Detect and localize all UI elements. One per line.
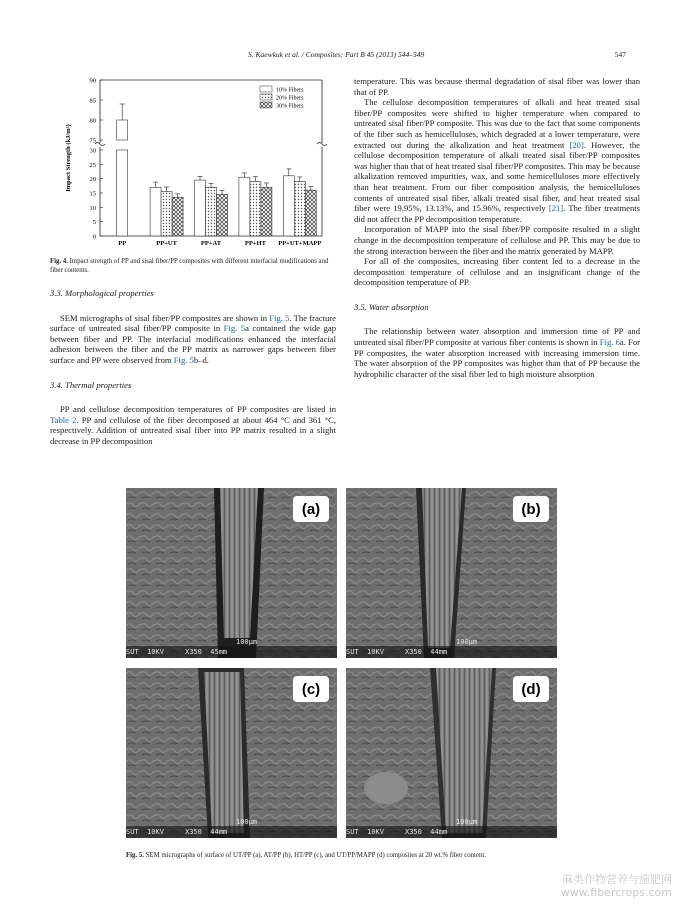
figure5-caption bbox=[126, 852, 586, 861]
section-3-3-paragraph bbox=[50, 313, 336, 366]
sem-panel-c bbox=[126, 668, 337, 838]
watermark bbox=[561, 873, 672, 899]
text-span: a contained the wide gap between fiber and PP. The interfacial modifications enhanced the interfacial adhesion between the fiber and the PP matrix as narrower gaps between fiber surface and PP were observed from bbox=[50, 323, 336, 365]
y-tick-label: 80 bbox=[89, 117, 96, 125]
table2-link[interactable]: Table 2 bbox=[50, 414, 77, 425]
bar bbox=[206, 187, 217, 236]
fig5-link[interactable]: Fig. 5 bbox=[269, 312, 290, 323]
bar bbox=[261, 187, 272, 236]
bar bbox=[150, 187, 161, 236]
x-tick-label: PP bbox=[118, 240, 127, 247]
legend-label: 10% Fibers bbox=[276, 87, 304, 94]
y-tick-label: 90 bbox=[89, 77, 96, 85]
figure5-caption-label: Fig. 5. bbox=[126, 852, 144, 859]
page-number: 547 bbox=[614, 50, 626, 59]
text-span: SEM micrographs of sisal fiber/PP composites are shown in bbox=[60, 312, 270, 323]
bar bbox=[283, 176, 294, 236]
x-tick-label: PP+UT bbox=[156, 240, 177, 247]
text-span: . PP and cellulose of the fiber decomposed at about 464 °C and 361 °C, respectively. Addition of untreated sisal fiber into PP matrix resulted in a slight decrease in PP decomposition bbox=[50, 414, 336, 446]
bar bbox=[117, 150, 128, 236]
y-tick-label: 10 bbox=[89, 204, 96, 212]
y-axis-label: Impact Strength (kJ/m²) bbox=[65, 124, 72, 192]
paragraph-4: For all of the composites, increasing fiber content led to a decrease in the decomposition temperature of cellulose and an insignificant change of the decomposition temperature of PP. bbox=[354, 256, 640, 288]
section-3-5-title: 3.5. Water absorption bbox=[354, 301, 429, 312]
y-tick-label: 0 bbox=[92, 233, 96, 241]
y-tick-label: 25 bbox=[89, 161, 96, 169]
paragraph-1: temperature. This was because thermal degradation of sisal fiber was lower than that of PP. bbox=[354, 76, 640, 97]
legend-label: 30% Fibers bbox=[276, 103, 304, 110]
fig5b-link[interactable]: Fig. 5 bbox=[173, 354, 194, 365]
text-span: a. For PP composites, the water absorption increased with increasing immersion time. The water absorption of the PP composites was higher than that of PP because the hydrophilic character of the sisal fiber led to high moisture absorption bbox=[354, 337, 640, 379]
figure4-chart bbox=[60, 72, 332, 252]
paragraph-5 bbox=[354, 326, 640, 379]
fig6-link[interactable]: Fig. 6 bbox=[599, 337, 620, 348]
bar bbox=[239, 177, 250, 236]
x-tick-label: PP+UT+MAPP bbox=[278, 240, 322, 247]
sem-panel-b bbox=[346, 488, 557, 658]
text-span: The cellulose decomposition temperatures of alkali and heat treated sisal fiber/PP composites were shifted to higher temperature when compared to untreated sisal fiber/PP composite. This was due to the fact that some components of the fiber such as hemicelluloses, which degraded at a lower temperature, were extracted out during the alkalization and heat treatment bbox=[354, 97, 640, 150]
panel-label-b: (b) bbox=[513, 496, 549, 522]
text-span: . The fiber treatments did not affect the PP decomposition temperature. bbox=[354, 203, 640, 224]
figure4-caption bbox=[50, 258, 340, 275]
text-span: . The fracture surface of untreated sisal fiber/PP composite in bbox=[50, 312, 336, 334]
scale-bar-c: 100µm bbox=[236, 818, 258, 826]
section-3-3-title: 3.3. Morphological properties bbox=[50, 288, 154, 298]
right-column bbox=[354, 76, 640, 379]
text-span: PP and cellulose decomposition temperatures of PP composites are listed in bbox=[60, 404, 336, 415]
figure4-caption-label: Fig. 4. bbox=[50, 258, 68, 265]
text-span: b–d. bbox=[193, 354, 209, 365]
scale-bar-b: 100µm bbox=[456, 638, 478, 646]
y-tick-label: 75 bbox=[89, 137, 96, 145]
y-tick-label: 30 bbox=[89, 147, 96, 155]
panel-label-d: (d) bbox=[513, 676, 549, 702]
x-tick-label: PP+HT bbox=[244, 240, 266, 247]
ref-20-link[interactable]: [20] bbox=[569, 139, 584, 150]
figure5-caption-text: SEM micrographs of surface of UT/PP (a), AT/PP (b), HT/PP (c), and UT/PP/MAPP (d) composites at 20 wt.% fiber content. bbox=[145, 852, 486, 859]
sem-info-d: SUT 10KV X350 44mm bbox=[346, 826, 557, 838]
impact-strength-chart bbox=[60, 72, 332, 252]
y-tick-label: 85 bbox=[89, 97, 96, 105]
section-3-4-title: 3.4. Thermal properties bbox=[50, 379, 132, 390]
legend-swatch bbox=[260, 102, 272, 108]
bar bbox=[294, 182, 305, 236]
running-title: S. Kaewkuk et al. / Composites: Part B 45 (2013) 544–549 bbox=[248, 50, 425, 59]
text-span: . However, the cellulose decomposition temperature of alkali treated sisal fiber/PP composites was higher than that of heat treated sisal fiber/PP composites. This may be because alkalization removed impurities, wax, and some hemicelluloses more effectively than heat treatment. From our fiber composition analysis, the hemicelluloses contents of untreated sisal fiber, alkali treated sisal fiber, and heat treated sisal fiber were 19.95%, 13.13%, and 15.96%, respectively bbox=[354, 139, 640, 214]
text-span: The relationship between water absorption and immersion time of PP and untreated sisal fiber/PP composite at various fiber contents is shown in bbox=[354, 326, 640, 348]
y-tick-label: 20 bbox=[89, 176, 96, 184]
section-3-4-paragraph bbox=[50, 404, 336, 446]
bar bbox=[250, 182, 261, 236]
panel-label-a: (a) bbox=[293, 496, 329, 522]
sem-info-c: SUT 10KV X350 44mm bbox=[126, 826, 337, 838]
y-tick-label: 5 bbox=[92, 219, 96, 227]
sem-info-b: SUT 10KV X350 44mm bbox=[346, 646, 557, 658]
bar bbox=[217, 194, 228, 236]
scale-bar-a: 100µm bbox=[236, 638, 258, 646]
left-column bbox=[50, 288, 336, 447]
legend-swatch bbox=[260, 86, 272, 92]
bar bbox=[172, 197, 183, 236]
legend-label: 20% Fibers bbox=[276, 95, 304, 102]
sem-panel-d bbox=[346, 668, 557, 838]
paragraph-2 bbox=[354, 97, 640, 224]
watermark-line-1: 麻类作物营养与施肥网 bbox=[562, 873, 672, 886]
y-tick-label: 15 bbox=[89, 190, 96, 198]
fig5a-link[interactable]: Fig. 5 bbox=[223, 323, 246, 334]
sem-panel-a bbox=[126, 488, 337, 658]
x-tick-label: PP+AT bbox=[200, 240, 222, 247]
legend-swatch bbox=[260, 94, 272, 100]
scale-bar-d: 100µm bbox=[456, 818, 478, 826]
sem-info-a: SUT 10KV X350 45mm bbox=[126, 646, 337, 658]
bar-upper bbox=[117, 120, 128, 140]
bar bbox=[161, 192, 172, 236]
watermark-line-2: www.fibercrops.com bbox=[560, 886, 672, 899]
paragraph-3: Incorporation of MAPP into the sisal fiber/PP composite resulted in a slight change in the decomposition temperature of cellulose and PP. This may be due to the strong interaction between the fiber and the matrix generated by MAPP. bbox=[354, 224, 640, 256]
bar bbox=[195, 180, 206, 236]
panel-label-c: (c) bbox=[293, 676, 329, 702]
running-header bbox=[0, 50, 678, 64]
bar bbox=[305, 190, 316, 236]
ref-21-link[interactable]: [21] bbox=[548, 203, 564, 214]
figure4-caption-text: Impact strength of PP and sisal fiber/PP composites with different interfacial modifications and fiber contents. bbox=[50, 258, 329, 274]
